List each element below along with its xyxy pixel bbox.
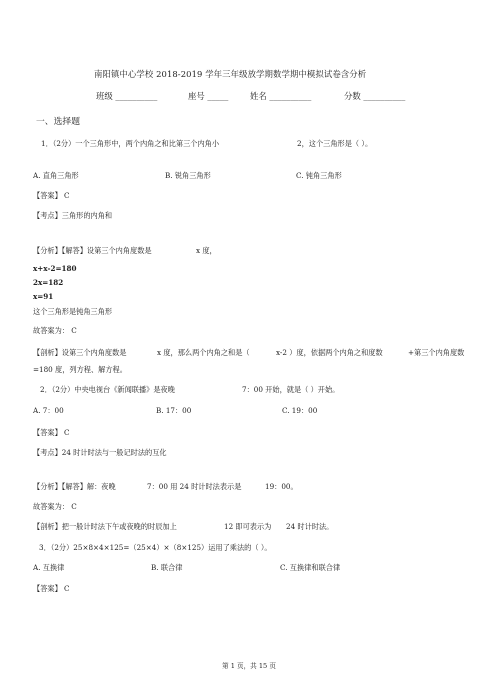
q3-option-b: B. 联合律 (151, 563, 183, 572)
q2-fenxi-part1: 【分析】【解答】解：夜晚 (33, 482, 116, 491)
q1-equation-2: 2x=182 (33, 278, 64, 287)
q2-pouxi-part3: 24 时计时法。 (286, 522, 334, 531)
q1-fenxi: 【分析】【解答】设第三个内角度数是 (33, 246, 152, 255)
q2-kaodian: 【考点】24 时计时法与一般记时法的互化 (33, 448, 167, 457)
q3-option-c: C. 互换律和联合律 (280, 563, 341, 572)
document-title: 南阳镇中心学校 2018-2019 学年三年级放学期数学期中模拟试卷含分析 (94, 69, 367, 79)
seat-field: 座号 _____ (188, 91, 229, 101)
q2-answer: 【答案】 C (33, 428, 70, 437)
q1-equation-3: x=91 (33, 292, 54, 301)
q3-stem: 3．（2分）25×8×4×125=（25×4）×（8×125）运用了乘法的（ ）。 (39, 543, 272, 552)
q2-fenxi-part3: 19：00。 (265, 482, 298, 491)
q2-fenxi-part2: 7：00 用 24 时计时法表示是 (147, 482, 242, 491)
q1-option-b: B. 锐角三角形 (165, 171, 211, 180)
q2-stem-part2: 7：00 开始，就是（ ）开始。 (242, 385, 340, 394)
q1-pouxi-part4: +第三个内角度数 (408, 348, 465, 357)
q3-answer: 【答案】 C (33, 584, 70, 593)
q1-conclusion: 这个三角形是钝角三角形 (33, 307, 113, 316)
score-field: 分数 __________ (344, 91, 406, 101)
q1-pouxi-part1: 【剖析】设第三个内角度数是 (33, 348, 127, 357)
q1-kaodian: 【考点】三角形的内角和 (33, 211, 113, 220)
class-field: 班级 __________ (96, 91, 158, 101)
section-title: 一、选择题 (36, 117, 80, 127)
q2-stem-part1: 2．（2分）中央电视台《新闻联播》是夜晚 (40, 385, 175, 394)
q2-pouxi-part2: 12 即可表示为 (224, 522, 272, 531)
q1-pouxi-part2: x 度，那么两个内角之和是（ (157, 348, 250, 357)
q3-option-a: A. 互换律 (33, 563, 65, 572)
q1-option-c: C. 钝角三角形 (296, 171, 342, 180)
q2-pouxi-part1: 【剖析】把一般计时法下午或夜晚的时辰加上 (33, 522, 177, 531)
q2-option-a: A. 7：00 (33, 406, 64, 415)
q2-option-b: B. 17：00 (156, 406, 192, 415)
q1-pouxi-part5: =180 度，列方程、解方程。 (33, 365, 127, 374)
q2-final-answer: 故答案为： C (33, 502, 77, 511)
q1-option-a: A. 直角三角形 (33, 171, 79, 180)
q1-answer: 【答案】 C (33, 191, 70, 200)
q1-pouxi-part3: x-2 ）度，依据两个内角之和度数 (276, 348, 383, 357)
q1-equation-1: x+x-2=180 (33, 264, 77, 273)
q1-stem-part1: 1．（2分）一个三角形中，两个内角之和比第三个内角小 (41, 139, 220, 148)
page-number: 第 1 页，共 15 页 (222, 662, 276, 670)
q1-stem-part2: 2，这个三角形是（ ）。 (297, 139, 373, 148)
q1-final-answer: 故答案为： C (33, 326, 77, 335)
q1-fenxi-variable: x 度， (196, 246, 217, 255)
q2-option-c: C. 19：00 (282, 406, 318, 415)
name-field: 姓名 __________ (250, 91, 312, 101)
